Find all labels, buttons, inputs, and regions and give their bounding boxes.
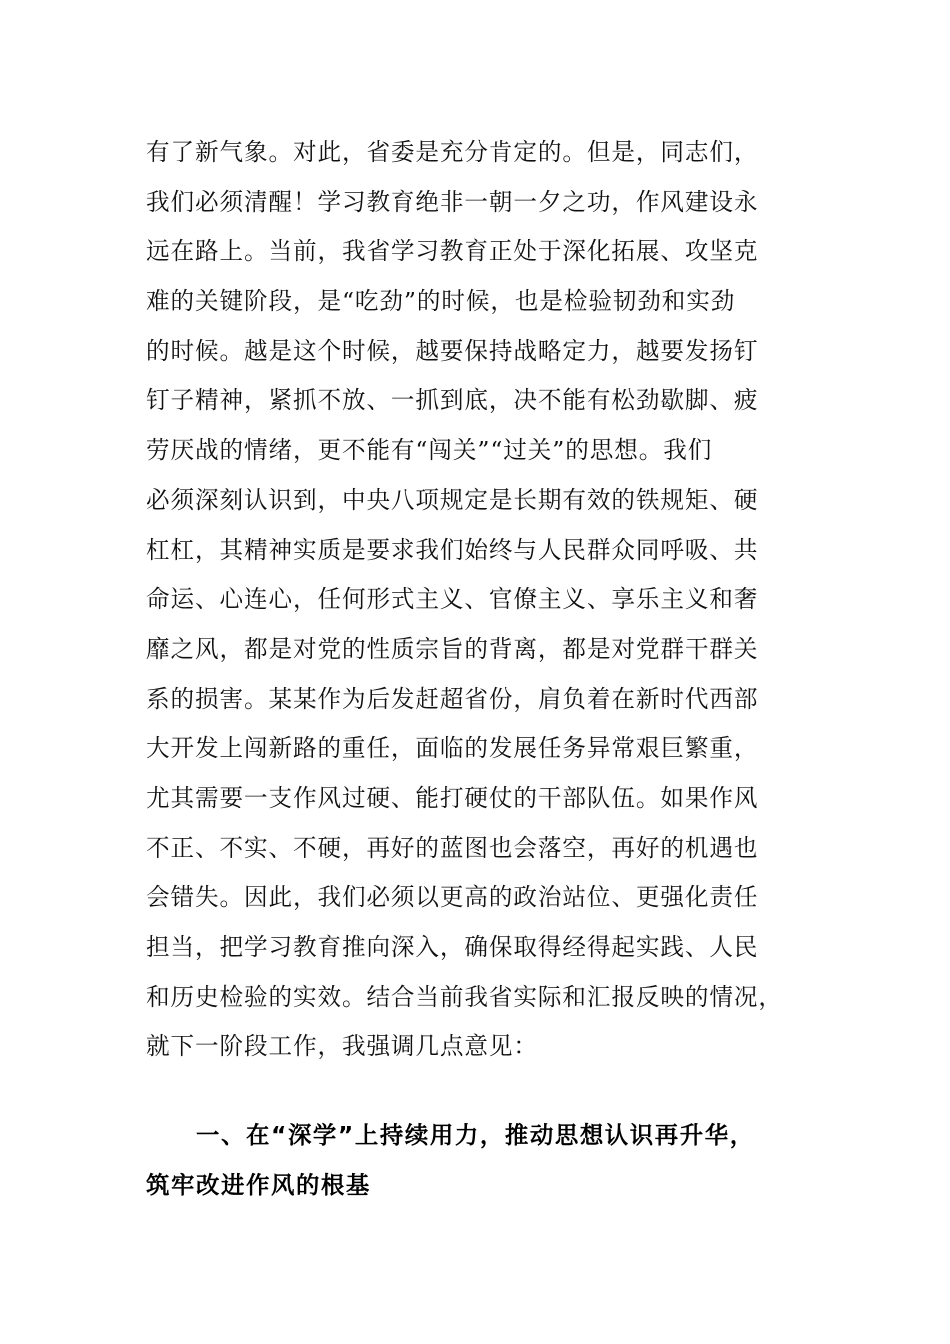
paragraph-line: 钉子精神，紧抓不放、一抓到底，决不能有松劲歇脚、疲	[146, 386, 759, 415]
paragraph-line: 难的关键阶段，是“吃劲”的时候，也是检验韧劲和实劲	[146, 287, 736, 316]
section-heading-line-2: 筑牢改进作风的根基	[146, 1171, 371, 1199]
section-heading-line-1: 一、在“深学”上持续用力，推动思想认识再升华，	[196, 1121, 755, 1149]
paragraph-line: 杠杠，其精神实质是要求我们始终与人民群众同呼吸、共	[146, 535, 759, 564]
paragraph-line: 必须深刻认识到，中央八项规定是长期有效的铁规矩、硬	[146, 485, 759, 514]
paragraph-line: 远在路上。当前，我省学习教育正处于深化拓展、攻坚克	[146, 237, 759, 266]
paragraph-line: 系的损害。某某作为后发赶超省份，肩负着在新时代西部	[146, 684, 759, 713]
section-heading	[146, 1110, 806, 1210]
paragraph-line: 担当，把学习教育推向深入，确保取得经得起实践、人民	[146, 933, 759, 961]
paragraph-line: 大开发上闯新路的重任，面临的发展任务异常艰巨繁重，	[146, 734, 759, 763]
paragraph-line: 命运、心连心，任何形式主义、官僚主义、享乐主义和奢	[146, 585, 759, 614]
paragraph-line: 和历史检验的实效。结合当前我省实际和汇报反映的情况，	[146, 982, 783, 1011]
paragraph-line: 就下一阶段工作，我强调几点意见：	[146, 1032, 538, 1061]
paragraph-line: 的时候。越是这个时候，越要保持战略定力，越要发扬钉	[146, 336, 759, 365]
paragraph-line: 有了新气象。对此，省委是充分肯定的。但是，同志们，	[146, 138, 759, 166]
paragraph-line: 会错失。因此，我们必须以更高的政治站位、更强化责任	[146, 883, 759, 912]
paragraph-line: 不正、不实、不硬，再好的蓝图也会落空，再好的机遇也	[146, 833, 759, 862]
paragraph-line: 我们必须清醒！学习教育绝非一朝一夕之功，作风建设永	[146, 187, 759, 216]
paragraph-line: 尤其需要一支作风过硬、能打硬仗的干部队伍。如果作风	[146, 783, 759, 812]
paragraph-line: 劳厌战的情绪，更不能有“闯关”“过关”的思想。我们	[146, 436, 713, 465]
body-paragraph	[146, 128, 806, 1072]
paragraph-line: 靡之风，都是对党的性质宗旨的背离，都是对党群干群关	[146, 634, 759, 663]
